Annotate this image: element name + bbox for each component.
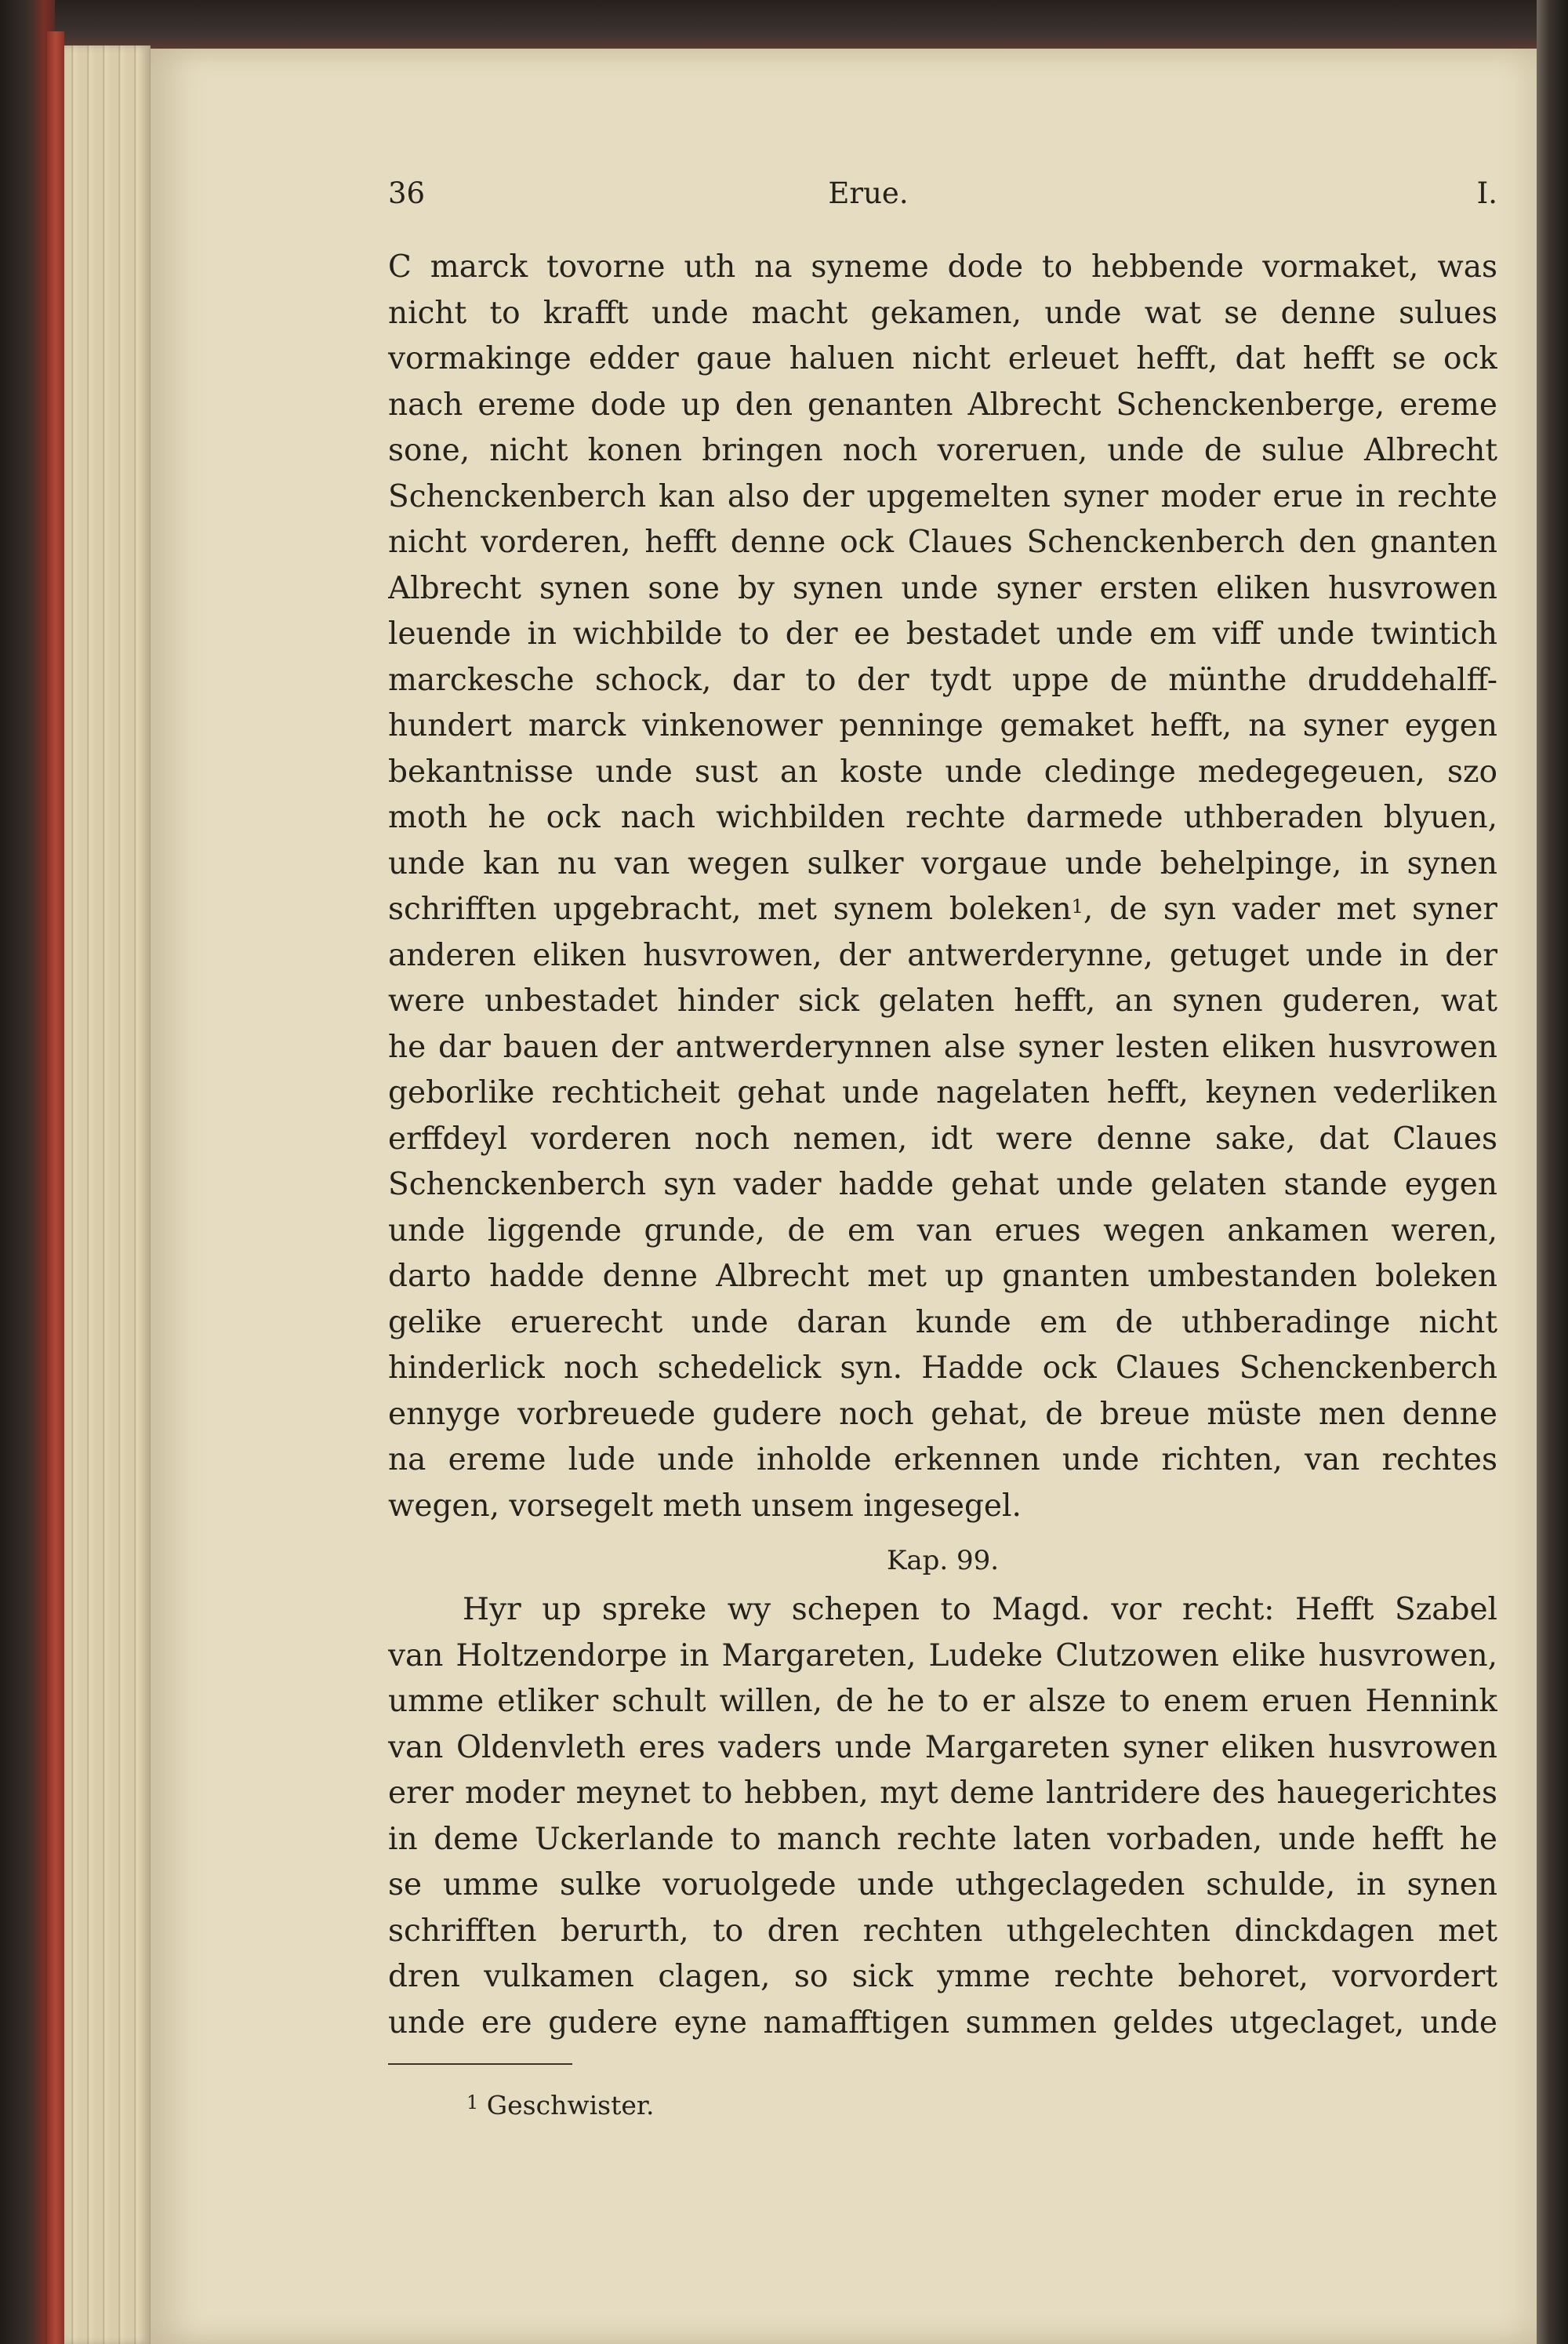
text-line: in deme Uckerlande to manch rechte laten vorbaden, unde hefft he [388,1821,1497,1857]
text-line: gelike eruerecht unde daran kunde em de uthberadinge nicht [388,1304,1497,1340]
paragraph-1 [388,245,1497,1529]
text-line: na ereme lude unde inholde erkennen unde richten, van rechtes [388,1442,1497,1477]
text-line: bekantnisse unde sust an koste unde cledinge medegegeuen, szo [388,754,1497,790]
text-line: hinderlick noch schedelick syn. Hadde ock Claues Schenckenberch [388,1350,1497,1386]
text-line: Schenckenberch syn vader hadde gehat unde gelaten stande eygen [388,1167,1497,1202]
page-number: 36 [388,176,426,210]
chapter-heading: Kap. 99. [886,1545,1000,1576]
text-line: unde liggende grunde, de em van erues wegen ankamen weren, [388,1212,1497,1248]
text-line: were unbestadet hinder sick gelaten hefft, an synen guderen, wat [388,983,1497,1019]
stacked-page-edges [64,45,151,2344]
text-line: erer moder meynet to hebben, myt deme lantridere des hauegerichtes [388,1775,1497,1811]
footnote-rule [388,2063,572,2065]
text-line: dren vulkamen clagen, so sick ymme rechte behoret, vorvordert [388,1959,1497,1994]
main-text [388,245,1497,2123]
text-line: ennyge vorbreuede gudere noch gehat, de breue müste men denne [388,1396,1497,1432]
text-line [388,887,1497,933]
text-line: van Oldenvleth eres vaders unde Margareten syner eliken husvrowen [388,1729,1497,1765]
volume-number: I. [1476,176,1497,210]
text-line: nach ereme dode up den genanten Albrecht Schenckenberge, ereme [388,387,1497,423]
running-header [239,176,1497,223]
text-line: Hyr up spreke wy schepen to Magd. vor recht: Hefft Szabel [463,1592,1497,1627]
text-line: marckesche schock, dar to der tydt uppe de münthe druddehalff- [388,662,1497,698]
footnote-text: Geschwister. [486,2090,655,2121]
text-line: unde kan nu van wegen sulker vorgaue unde behelpinge, in synen [388,845,1497,881]
text-line: C marck tovorne uth na syneme dode to hebbende vormaket, was [388,249,1497,285]
text-line-part: , de syn vader met syner [1083,892,1497,927]
text-line: sone, nicht konen bringen noch voreruen, unde de sulue Albrecht [388,433,1497,468]
text-line: se umme sulke voruolgede unde uthgeclageden schulde, in synen [388,1867,1497,1902]
text-line: darto hadde denne Albrecht met up gnanten umbestanden boleken [388,1259,1497,1294]
text-line: umme etliker schult willen, de he to er alsze to enem eruen Hennink [388,1684,1497,1719]
text-line: schrifften berurth, to dren rechten uthgelechten dinckdagen met [388,1913,1497,1949]
text-line: unde ere gudere eyne namafftigen summen geldes utgeclaget, unde [388,2004,1497,2041]
text-line: Schenckenberch kan also der upgemelten syner moder erue in rechte [388,478,1497,514]
red-page-edge [47,31,64,2344]
text-line: van Holtzendorpe in Margareten, Ludeke Clutzowen elike husvrowen, [388,1637,1497,1674]
text-line-part: schrifften upgebracht, met synem boleken [388,892,1072,927]
text-line: vormakinge edder gaue haluen nicht erleuet hefft, dat hefft se ock [388,341,1497,376]
book-cover-right-edge [1537,0,1568,2344]
text-line: he dar bauen der antwerderynnen alse syner lesten eliken husvrowen [388,1029,1497,1065]
page-text-block [239,0,1497,2344]
text-line: wegen, vorsegelt meth unsem ingesegel. [388,1488,1022,1524]
running-title: Erue. [828,176,909,210]
text-line: leuende in wichbilde to der ee bestadet unde em viff unde twintich [388,616,1497,652]
paragraph-2 [388,1587,1497,2046]
text-line: moth he ock nach wichbilden rechte darmede uthberaden blyuen, [388,800,1497,835]
text-line: erffdeyl vorderen noch nemen, idt were denne sake, dat Claues [388,1121,1497,1157]
text-line: hundert marck vinkenower penninge gemaket hefft, na syner eygen [388,708,1497,743]
footnote-marker: 1 [466,2091,479,2113]
text-line: nicht to krafft unde macht gekamen, unde wat se denne sulues [388,295,1497,331]
footnote [388,2088,1497,2123]
footnote-reference: 1 [1071,896,1083,918]
text-line: nicht vorderen, hefft denne ock Claues Schenckenberch den gnanten [388,525,1497,560]
text-line: anderen eliken husvrowen, der antwerderynne, getuget unde in der [388,937,1497,973]
text-line: Albrecht synen sone by synen unde syner ersten eliken husvrowen [388,570,1497,606]
text-line: geborlike rechticheit gehat unde nagelaten hefft, keynen vederliken [388,1075,1497,1110]
